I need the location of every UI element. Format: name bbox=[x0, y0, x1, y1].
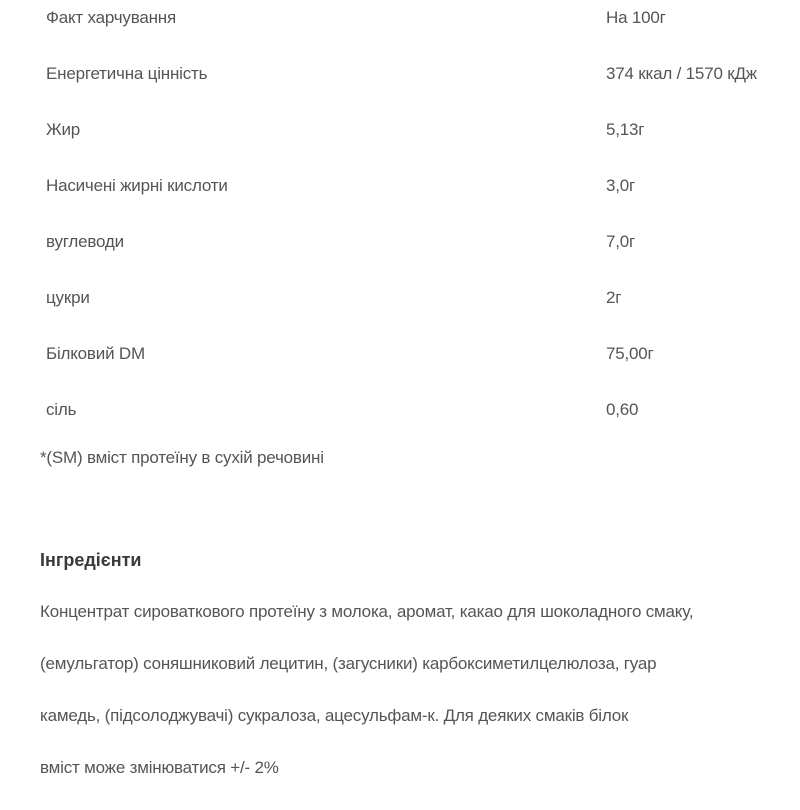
nutrition-row-carbohydrates bbox=[0, 224, 800, 280]
ingredients-line: (емульгатор) соняшниковий лецитин, (загусники) карбоксиметилцелюлоза, гуар bbox=[40, 654, 657, 673]
nutrient-name: вуглеводи bbox=[46, 232, 124, 251]
nutrition-header-name: Факт харчування bbox=[46, 8, 176, 27]
nutrient-value: 0,60 bbox=[606, 400, 639, 419]
nutrient-value: 5,13г bbox=[606, 120, 645, 139]
nutrition-header-row bbox=[0, 0, 800, 56]
nutrient-name: цукри bbox=[46, 288, 90, 307]
nutrient-name: Насичені жирні кислоти bbox=[46, 176, 228, 195]
nutrition-footnote: *(SM) вміст протеїну в сухій речовині bbox=[40, 448, 324, 467]
nutrient-value: 3,0г bbox=[606, 176, 636, 195]
ingredients-line: вміст може змінюватися +/- 2% bbox=[40, 758, 279, 777]
nutrition-row-saturated-fat bbox=[0, 168, 800, 224]
nutrition-row-sugars bbox=[0, 280, 800, 336]
nutrient-value: 7,0г bbox=[606, 232, 636, 251]
nutrition-row-energy bbox=[0, 56, 800, 112]
ingredients-paragraph bbox=[40, 602, 760, 810]
nutrient-value: 75,00г bbox=[606, 344, 654, 363]
nutrient-name: Білковий DM bbox=[46, 344, 145, 363]
nutrient-name: сіль bbox=[46, 400, 77, 419]
nutrition-header-value: На 100г bbox=[606, 8, 666, 27]
ingredients-heading: Інгредієнти bbox=[40, 550, 142, 570]
ingredients-line: камедь, (підсолоджувачі) сукралоза, ацесульфам-к. Для деяких смаків білок bbox=[40, 706, 629, 725]
nutrient-name: Енергетична цінність bbox=[46, 64, 208, 83]
nutrition-row-salt bbox=[0, 392, 800, 448]
nutrient-name: Жир bbox=[46, 120, 81, 139]
nutrition-row-protein bbox=[0, 336, 800, 392]
nutrient-value: 2г bbox=[606, 288, 622, 307]
ingredients-line: Концентрат сироваткового протеїну з молока, аромат, какао для шоколадного смаку, bbox=[40, 602, 694, 621]
nutrition-row-fat bbox=[0, 112, 800, 168]
nutrient-value: 374 ккал / 1570 кДж bbox=[606, 64, 757, 83]
